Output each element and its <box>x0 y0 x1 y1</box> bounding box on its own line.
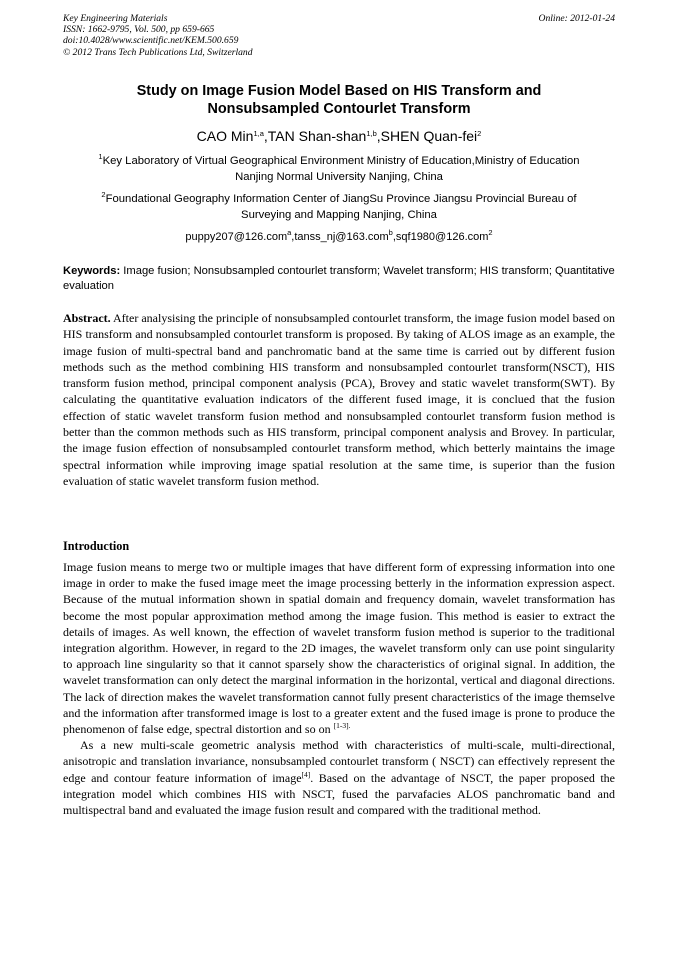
affiliation-2-line-2: Surveying and Mapping Nanjing, China <box>241 208 437 221</box>
abstract-section <box>63 310 615 489</box>
doi-line: doi:10.4028/www.scientific.net/KEM.500.659 <box>63 35 239 47</box>
author-2-affil: 1,b <box>366 129 377 138</box>
email-2-marker: b <box>388 228 393 237</box>
copyright-line: © 2012 Trans Tech Publications Ltd, Switzerland <box>63 46 253 58</box>
intro-paragraph-2-text-a: As a new multi-scale geometric analysis method with characteristics of multi-scale, multi-directional, anisotropic and translation invariance, nonsubsampled contourlet transform ( NSCT) can effectively represent the edge and contour feature information of image <box>63 738 615 785</box>
abstract-text: After analysising the principle of nonsubsampled contourlet transform, the image fusion model based on HIS transform and nonsubsampled contourlet transform is proposed. By taking of ALOS image as an example, the image fusion of multi-spectral band and panchromatic band at the same time is carried out by different fusion methods such as the method combining HIS transform and nonsubsampled contourlet transform(NSCT), HIS transform fusion method, principal component analysis (PCA), Brovey and static wavelet transform(SWT). By calculating the quantitative evaluation indicators of the different fused image, it is conclued that the fusion effection of static wavelet transform fusion method and nonsubsampled contourlet transform fusion method is better than the common methods such as HIS transform, principal component analysis and Brovey. In particular, the image fusion effection of nonsubsampled contourlet transform method, which betterly maintains the image spectral information while improving image spatial resolution at the same time, is superior than the fusion evaluation of static wavelet transform fusion method. <box>63 311 615 488</box>
author-1-affil: 1,a <box>253 129 264 138</box>
affiliation-1-line-1: Key Laboratory of Virtual Geographical Environment Ministry of Education,Ministry of Education <box>102 155 580 167</box>
author-3-affil: 2 <box>477 129 482 138</box>
paper-title <box>63 82 615 118</box>
intro-paragraph-1 <box>63 559 615 737</box>
intro-paragraph-2-text-b: . Based on the advantage of NSCT, the paper proposed the integration model which combines HIS with NSCT, fused the parvafacies ALOS panchromatic band and multispectral band and evaluated the image fusion result and compared with the traditional method. <box>63 770 615 818</box>
title-line-2: Nonsubsampled Contourlet Transform <box>207 101 471 117</box>
affiliation-2-marker: 2 <box>101 190 106 199</box>
title-line-1: Study on Image Fusion Model Based on HIS Transform and <box>136 83 542 99</box>
author-list <box>63 128 615 145</box>
email-1: puppy207@126.com <box>185 231 288 243</box>
keywords-section <box>63 264 615 294</box>
intro-paragraph-2 <box>63 737 615 818</box>
author-2: ,TAN Shan-shan <box>263 128 367 144</box>
author-3: ,SHEN Quan-fei <box>376 128 478 144</box>
journal-name: Key Engineering Materials <box>63 13 168 24</box>
affiliation-1 <box>63 154 615 185</box>
email-2: ,tanss_nj@163.com <box>291 231 389 243</box>
online-date: Online: 2012-01-24 <box>538 13 615 24</box>
email-list <box>63 230 615 245</box>
introduction-heading: Introduction <box>63 539 130 553</box>
keywords-label: Keywords: <box>63 265 121 277</box>
keywords-text: Image fusion; Nonsubsampled contourlet transform; Wavelet transform; HIS transform; Quantitative evaluation <box>63 265 615 292</box>
citation-4: [4] <box>301 769 311 779</box>
affiliation-1-line-2: Nanjing Normal University Nanjing, China <box>235 170 443 183</box>
author-1: CAO Min <box>196 128 254 144</box>
abstract-label: Abstract. <box>63 311 111 325</box>
intro-paragraph-1-text: Image fusion means to merge two or multiple images that have different form of expressing information into one image in order to make the fused image meet the image processing betterly in the information expression aspect. Because of the mutual information shown in spatial domain and frequency domain, wavelet transformation has become the most popular approximation method among the image fusion. This method is easier to extract the details of images. As well known, the effection of wavelet transform fusion method is superior to the traditional integration algorithm. However, in regard to the 2D images, the wavelet transform only can use point singularity to approach line singularity so that it cannot sparsely show the characteristics of original signal. In addition, the wavelet transformation can only detect the marginal information in the horizontal, vertical and diagonal directions. The lack of direction makes the wavelet transformation cannot fully present characteristics of the image themselve and the information after transformed image is lost to a greater extent and the fused image is prone to produce the phenomenon of false edge, spectral distortion and so on <box>63 560 615 737</box>
citation-1-3: [1-3]. <box>333 721 351 731</box>
affiliation-2 <box>63 192 615 223</box>
email-3-marker: 2 <box>488 228 493 237</box>
journal-meta <box>63 13 253 58</box>
issn-line: ISSN: 1662-9795, Vol. 500, pp 659-665 <box>63 24 215 36</box>
affiliation-1-marker: 1 <box>98 152 103 161</box>
email-3: ,sqf1980@126.com <box>392 231 489 243</box>
introduction-body <box>63 559 615 818</box>
affiliation-2-line-1: Foundational Geography Information Center of JiangSu Province Jiangsu Provincial Bureau of <box>105 193 577 205</box>
email-1-marker: a <box>287 228 292 237</box>
